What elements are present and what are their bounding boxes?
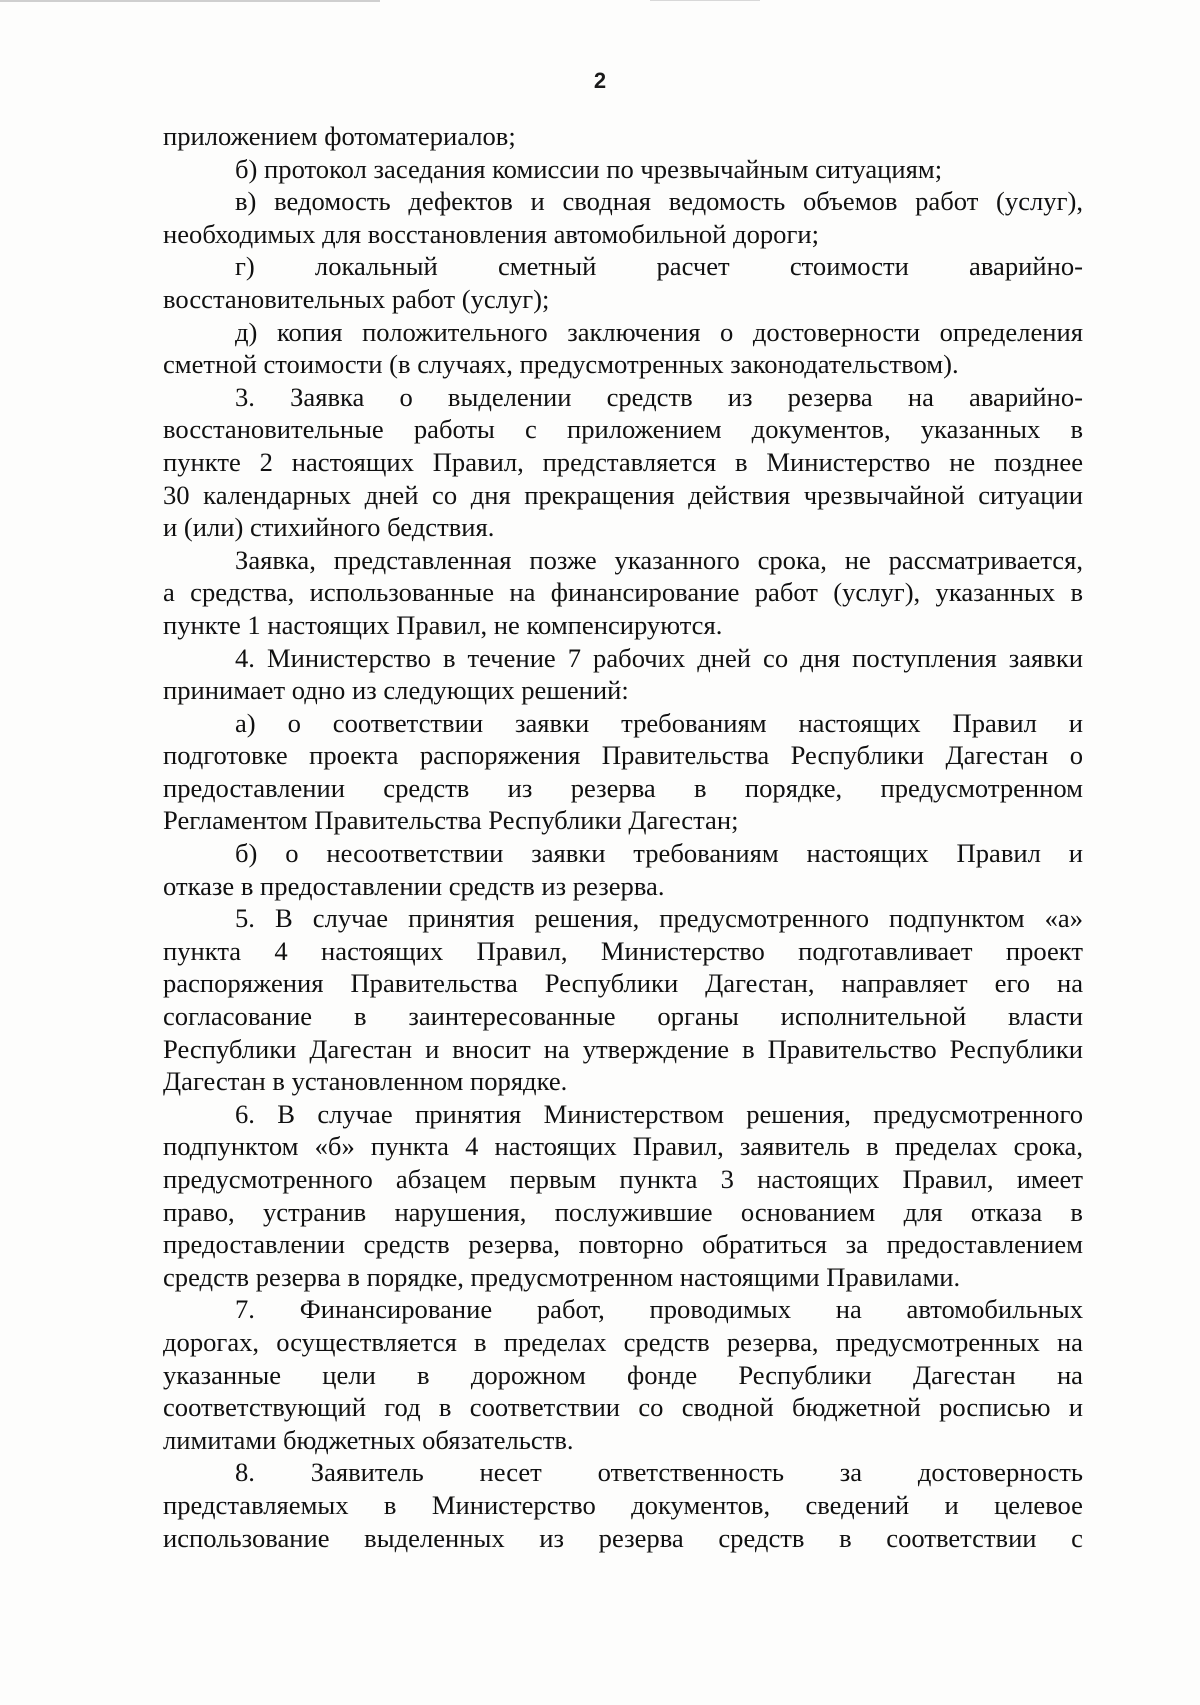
text-line: в) ведомость дефектов и сводная ведомость объемов работ (услуг), [235,186,1083,217]
text-line: восстановительные работы с приложением документов, указанных в [163,414,1083,445]
text-line: г) локальный сметный расчет стоимости аварийно- [235,251,1083,282]
text-line: а) о соответствии заявки требованиям настоящих Правил и [235,707,1083,738]
text-line: соответствующий год в соответствии со сводной бюджетной росписью и [163,1392,1083,1423]
text-line: пункте 1 настоящих Правил, не компенсируются. [163,609,723,640]
text-line: 7. Финансирование работ, проводимых на автомобильных [235,1294,1083,1325]
text-line: 5. В случае принятия решения, предусмотренного подпунктом «а» [235,903,1083,934]
text-line: Дагестан в установленном порядке. [163,1066,568,1097]
text-line: пункте 2 настоящих Правил, представляется в Министерство не позднее [163,446,1083,477]
text-line: 30 календарных дней со дня прекращения действия чрезвычайной ситуации [163,479,1083,510]
text-line: восстановительных работ (услуг); [163,283,550,314]
text-line: право, устранив нарушения, послужившие основанием для отказа в [163,1196,1083,1227]
document-body [163,120,1083,1554]
text-line: и (или) стихийного бедствия. [163,512,495,543]
text-line: а средства, использованные на финансирование работ (услуг), указанных в [163,577,1083,608]
text-line: представляемых в Министерство документов, сведений и целевое [163,1489,1083,1520]
scan-edge-mark-2 [650,0,760,1]
text-line: 6. В случае принятия Министерством решения, предусмотренного [235,1098,1083,1129]
text-line: 3. Заявка о выделении средств из резерва на аварийно- [235,381,1083,412]
text-line: д) копия положительного заключения о достоверности определения [235,316,1083,347]
text-line: средств резерва в порядке, предусмотренном настоящими Правилами. [163,1261,961,1292]
text-line: необходимых для восстановления автомобильной дороги; [163,218,819,249]
text-line: лимитами бюджетных обязательств. [163,1424,574,1455]
text-line: Республики Дагестан и вносит на утверждение в Правительство Республики [163,1033,1083,1064]
text-line: отказе в предоставлении средств из резерва. [163,870,665,901]
text-line: указанные цели в дорожном фонде Республики Дагестан на [163,1359,1083,1390]
text-line: принимает одно из следующих решений: [163,675,629,706]
text-line: подпунктом «б» пункта 4 настоящих Правил, заявитель в пределах срока, [163,1131,1083,1162]
text-line: дорогах, осуществляется в пределах средств резерва, предусмотренных на [163,1326,1083,1357]
text-line: предоставлении средств резерва, повторно обратиться за предоставлением [163,1229,1083,1260]
page-number: 2 [593,68,607,93]
text-line: Заявка, представленная позже указанного срока, не рассматривается, [235,544,1083,575]
text-line: использование выделенных из резерва средств в соответствии с [163,1522,1083,1553]
text-line: пункта 4 настоящих Правил, Министерство подготавливает проект [163,935,1083,966]
text-line: сметной стоимости (в случаях, предусмотренных законодательством). [163,349,959,380]
scan-edge-mark [0,0,380,2]
text-line: приложением фотоматериалов; [163,121,516,151]
text-line: 8. Заявитель несет ответственность за достоверность [235,1457,1083,1488]
text-line: 4. Министерство в течение 7 рабочих дней со дня поступления заявки [235,642,1083,673]
text-line: Регламентом Правительства Республики Дагестан; [163,805,739,836]
text-line: б) протокол заседания комиссии по чрезвычайным ситуациям; [235,153,943,184]
text-line: согласование в заинтересованные органы исполнительной власти [163,1001,1083,1032]
text-line: предоставлении средств из резерва в порядке, предусмотренном [163,772,1083,803]
text-line: б) о несоответствии заявки требованиям настоящих Правил и [235,838,1083,869]
text-line: подготовке проекта распоряжения Правительства Республики Дагестан о [163,740,1083,771]
text-line: распоряжения Правительства Республики Дагестан, направляет его на [163,968,1083,999]
text-line: предусмотренного абзацем первым пункта 3 настоящих Правил, имеет [163,1164,1083,1194]
